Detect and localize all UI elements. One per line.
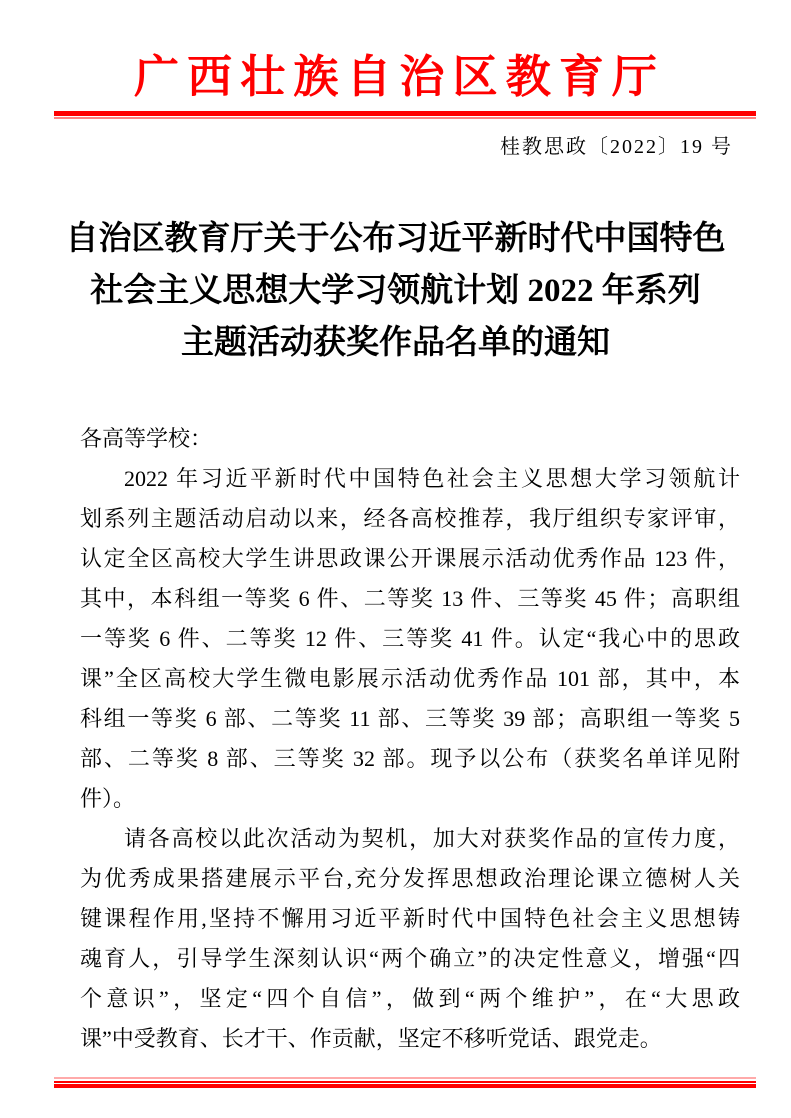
body-line: 各高等学校： [80,426,213,451]
masthead-divider [54,111,756,119]
body-line: 个意识”，坚定“四个自信”，做到“两个维护”，在“大思政 [80,986,740,1011]
body-line: 魂育人，引导学生深刻认识“两个确立”的决定性意义，增强“四 [80,946,740,971]
footer-divider-thick-line [54,1081,756,1088]
document-title-line-2: 社会主义思想大学习领航计划 2022 年系列 [90,273,701,309]
body-line: 键课程作用,坚持不懈用习近平新时代中国特色社会主义思想铸 [80,906,740,931]
document-title [0,213,791,369]
body-line: 课”全区高校大学生微电影展示活动优秀作品 101 部，其中，本 [80,666,740,691]
body-line: 课”中受教育、长才干、作贡献，坚定不移听党话、跟党走。 [80,1026,662,1051]
body-line: 2022 年习近平新时代中国特色社会主义思想大学习领航计 [124,466,740,491]
body-line: 划系列主题活动启动以来，经各高校推荐，我厅组织专家评审， [80,506,740,531]
document-body [80,419,740,1059]
body-line: 请各高校以此次活动为契机，加大对获奖作品的宣传力度， [124,826,740,851]
body-line: 认定全区高校大学生讲思政课公开课展示活动优秀作品 123 件， [80,546,740,571]
body-line: 一等奖 6 件、二等奖 12 件、三等奖 41 件。认定“我心中的思政 [80,626,740,651]
body-line: 科组一等奖 6 部、二等奖 11 部、三等奖 39 部；高职组一等奖 5 [80,706,740,731]
agency-masthead: 广西壮族自治区教育厅 [134,52,666,102]
body-line: 件）。 [80,786,136,811]
document-title-line-3: 主题活动获奖作品名单的通知 [181,325,610,361]
body-line: 其中，本科组一等奖 6 件、二等奖 13 件、三等奖 45 件；高职组 [80,586,740,611]
masthead-divider-thin-line [54,117,756,119]
body-line: 为优秀成果搭建展示平台,充分发挥思想政治理论课立德树人关 [80,866,740,891]
footer-divider [54,1077,756,1088]
body-line: 部、二等奖 8 部、三等奖 32 部。现予以公布（获奖名单详见附 [80,746,740,771]
document-reference-number: 桂教思政〔2022〕19 号 [500,136,733,158]
document-title-line-1: 自治区教育厅关于公布习近平新时代中国特色 [65,221,726,257]
